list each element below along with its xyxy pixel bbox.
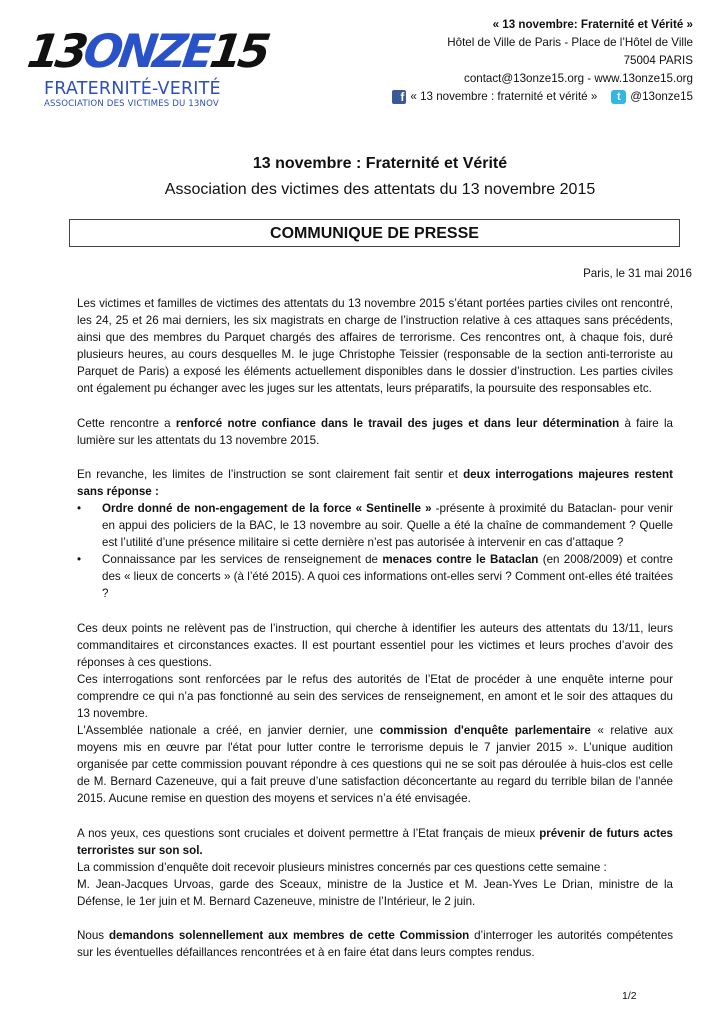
contact-city: 75004 PARIS (623, 54, 693, 67)
logo-tagline: FRATERNITÉ-VERITÉ (44, 79, 221, 99)
press-release-heading: COMMUNIQUE DE PRESSE (69, 219, 680, 247)
contact-email-web[interactable]: contact@13onze15.org - www.13onze15.org (464, 72, 693, 85)
paragraph: M. Jean-Jacques Urvoas, garde des Sceaux, ministre de la Justice et M. Jean-Yves Le Drian, ministre de la Défense, le 1er juin et M. Bernard Cazeneuve, ministre de l’Intérieur, le 2 juin. (77, 877, 673, 908)
text: Nous (77, 929, 109, 942)
logo-13: 13 (24, 24, 88, 78)
bold-text: Ordre donné de non-engagement de la force « Sentinelle » (102, 501, 432, 515)
text: Cette rencontre a (77, 416, 176, 430)
text: « relative aux moyens mis en œuvre par l'état pour lutter contre le terrorisme depuis le 7 janvier 2015 ». L’unique audition organisée par cette commission pouvant répondre à ces questions qui ne se soit pas déroulée à huis-clos est celle de M. Bernard Cazeneuve, qui a fait preuve d’une satisfaction déconcertante au regard du terrible bilan de l’année 2015. Aucune remise en question des moyens et services n’a été envisagée. (77, 724, 673, 806)
text: à faire la lumière sur les attentats du 13 novembre 2015. (77, 416, 673, 447)
page-number: 1/2 (622, 990, 637, 1002)
facebook-link[interactable]: « 13 novembre : fraternité et vérité » (410, 90, 598, 103)
facebook-icon: f (392, 90, 406, 104)
bullet-icon: • (77, 553, 82, 567)
text: L'Assemblée nationale a créé, en janvier dernier, une (77, 724, 380, 738)
paragraph (77, 415, 673, 449)
text: Connaissance par les services de renseignement de (102, 553, 383, 567)
paragraph (77, 466, 673, 500)
logo-onze: ONZE (80, 24, 215, 78)
paragraph (77, 825, 673, 859)
text: A nos yeux, ces questions sont cruciales et doivent permettre à l’Etat français de mieux (77, 826, 540, 840)
twitter-link[interactable]: @13onze15 (630, 90, 693, 103)
paragraph: Ces deux points ne relèvent pas de l’instruction, qui cherche à identifier les auteurs des attentats du 13/11, leurs commanditaires et circonstances exactes. Il est pourtant essentiel pour les victimes et leurs proches d’avoir des réponses à ces questions. (77, 621, 673, 669)
bold-text: demandons solennellement aux membres de cette Commission (108, 929, 470, 942)
bold-text: prévenir de futurs actes terroristes sur son sol. (77, 826, 673, 857)
paragraph: Ces interrogations sont renforcées par le refus des autorités de l’Etat de procéder à une enquête interne pour comprendre ce qui n’a pas fonctionné au sein des services de renseignement, en amont et le soir des attaques du 13 novembre. (77, 672, 673, 720)
document-body (77, 295, 673, 978)
paragraph: La commission d’enquête doit recevoir plusieurs ministres concernés par ces questions cette semaine : (77, 860, 607, 874)
text: (en 2008/2009) et contre des « lieux de concerts » (à l’été 2015). A quoi ces informations ont-elles servi ? Comment ont-elles été traitées ? (102, 553, 674, 601)
logo-subtitle: ASSOCIATION DES VICTIMES DU 13NOV (44, 99, 219, 109)
bullet-list (77, 500, 673, 603)
document-title: 13 novembre : Fraternité et Vérité (252, 155, 508, 172)
bold-text: deux interrogations majeures restent sans réponse : (77, 467, 673, 498)
logo-wordmark (24, 24, 271, 78)
twitter-icon: t (611, 90, 626, 104)
bullet-icon: • (77, 501, 82, 515)
list-item (77, 551, 673, 602)
logo-15: 15 (206, 24, 271, 78)
text: -présente à proximité du Bataclan- pour venir en appui des policiers de la BAC, le 13 novembre au soir. Quelle a été la chaîne de commandement ? Quelle est l’utilité d’une présence militaire si cette dernière n’est pas autorisée à intervenir en cas d’attaque ? (102, 501, 673, 550)
social-links (392, 88, 693, 106)
document-subtitle: Association des victimes des attentats du 13 novembre 2015 (164, 181, 596, 198)
contact-name: « 13 novembre: Fraternité et Vérité » (492, 18, 693, 31)
text: d’interroger les autorités compétentes sur les éventuelles défaillances rencontrées et à en faire état dans leurs comptes rendus. (77, 929, 673, 960)
bold-text: renforcé notre confiance dans le travail des juges et dans leur détermination (175, 416, 620, 430)
text: En revanche, les limites de l’instruction se sont clairement fait sentir et (77, 467, 464, 481)
contact-block (392, 16, 693, 106)
paragraph (77, 722, 673, 807)
association-logo (24, 24, 271, 110)
paragraph (77, 927, 673, 961)
list-item (77, 500, 673, 551)
bold-text: menaces contre le Bataclan (382, 553, 539, 567)
contact-address: Hôtel de Ville de Paris - Place de l’Hôtel de Ville (447, 36, 693, 49)
bold-text: commission d'enquête parlementaire (379, 724, 591, 738)
document-date: Paris, le 31 mai 2016 (583, 267, 692, 280)
paragraph: Les victimes et familles de victimes des attentats du 13 novembre 2015 s’étant portées parties civiles ont rencontré, les 24, 25 et 26 mai derniers, les six magistrats en charge de l’instruction relative à ces attaques sans précédents, ainsi que des membres du Parquet chargés des affaires de terrorisme. Ces rencontres ont, à chaque fois, duré plusieurs heures, au cours desquelles M. le juge Christophe Teissier (responsable de la section anti-terroriste au Parquet de Paris) a exposé les éléments actuellement disponibles dans le dossier d’instruction. Les parties civiles ont également pu échanger avec les juges sur les attentats, leurs préparatifs, la poursuite des responsables etc. (77, 297, 673, 396)
